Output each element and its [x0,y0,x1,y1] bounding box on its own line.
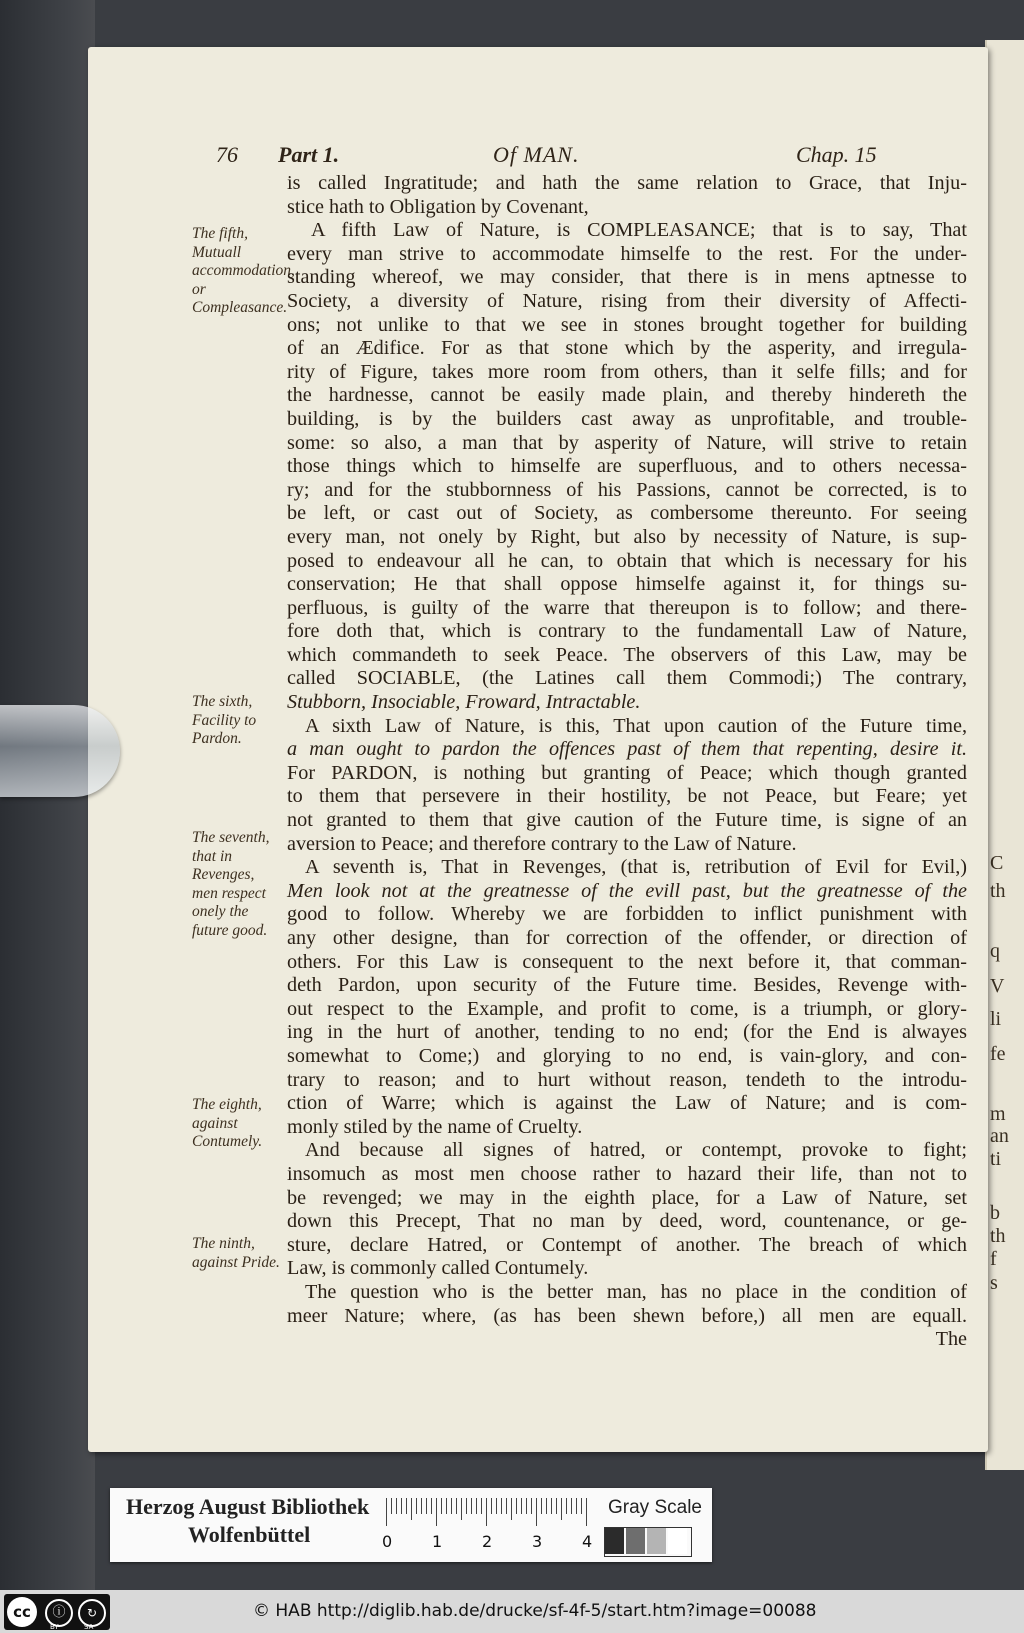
text-line: insomuch as most men choose rather to hazard their life, than not to [287,1162,967,1185]
text-line: aversion to Peace; and therefore contrary to the Law of Nature. [287,832,797,855]
text-line: A sixth Law of Nature, is this, That upon caution of the Future time, [305,714,967,737]
cc-license-badge[interactable] [4,1594,110,1630]
ruler-tick [586,1498,587,1526]
running-title: Of MAN. [493,142,580,167]
text-line: standing whereof, we may consider, that there is in mens aptnesse to [287,266,967,289]
ruler-tick [401,1498,402,1514]
ruler-tick [551,1498,552,1514]
text-line: which commandeth to seek Peace. The observers of this Law, may be [287,643,967,666]
ruler-number: 4 [582,1532,593,1551]
text-line: ons; not unlike to that we see in stones brought together for building [287,313,967,336]
text-line: down this Precept, That no man by deed, word, countenance, or ge- [287,1210,967,1233]
text-line: fore doth that, which is contrary to the fundamentall Law of Nature, [287,620,967,643]
text-line: be revenged; we may in the eighth place, for a Law of Nature, set [287,1186,967,1209]
text-line: Stubborn, Insociable, Froward, Intractable. [287,691,641,714]
ruler-tick [446,1498,447,1514]
text-line: is called Ingratitude; and hath the same relation to Grace, that Inju- [287,172,967,194]
text-line: meer Nature; where, (as has been shewn before,) all men are equall. [287,1304,967,1327]
ruler-tick [476,1498,477,1514]
footer-url[interactable]: © HAB http://diglib.hab.de/drucke/sf-4f-5/start.htm?image=00088 [253,1601,817,1621]
text-line: a man ought to pardon the offences past of them that repenting, desire it. [287,738,967,761]
text-line: the hardnesse, cannot be easily made plain, and thereby hindereth the [287,384,967,407]
text-line: Men look not at the greatnesse of the evill past, but the greatnesse of the [287,879,967,902]
facing-page-fragment: th [990,880,1006,902]
ruler-tick [581,1498,582,1514]
page-holder-clip [0,705,120,797]
facing-page-fragment: V [990,975,1005,997]
text-line: good to follow. Whereby we are forbidden to inflict punishment with [287,903,967,926]
ruler-tick [566,1498,567,1514]
ruler-tick [541,1498,542,1514]
catchword: The [935,1328,967,1351]
ruler-tick [411,1498,412,1520]
ruler-tick [471,1498,472,1514]
ruler-tick [486,1498,487,1526]
text-line: be left, or cast out of Society, as combersome thereunto. For seeing [287,502,967,525]
ruler-tick [571,1498,572,1514]
text-line: Law, is commonly called Contumely. [287,1257,589,1280]
text-line: somewhat to Come;) and glorying to no end, is vain-glory, and con- [287,1044,967,1067]
text-line: ing in the hurt of another, tending to no end; (for the End is alwayes [287,1021,967,1044]
text-line: those things which to himselfe are superfluous, and to others necessa- [287,455,967,478]
share-alike-icon: ↻ [78,1599,106,1627]
ruler-tick [481,1498,482,1514]
text-line: stice hath to Obligation by Covenant, [287,195,589,218]
facing-page-fragment: f [990,1248,997,1270]
ruler-tick [406,1498,407,1514]
facing-page-fragment: q [990,940,1000,962]
text-line: others. For this Law is consequent to the next before it, that comman- [287,950,967,973]
text-line: And because all signes of hatred, or contempt, provoke to fight; [305,1139,967,1162]
chapter-label: Chap. 15 [796,142,877,167]
margin-note: The ninth, against Pride. [192,1235,280,1271]
facing-page-fragment: an [990,1125,1009,1147]
text-line: Society, a diversity of Nature, rising from their diversity of Affecti- [287,289,967,312]
text-line: conservation; He that shall oppose himselfe against it, for things su- [287,573,967,596]
gray-swatch [668,1528,687,1554]
ruler-tick [431,1498,432,1514]
cc-icon: cc [7,1597,37,1627]
text-line: out respect to the Example, and profit to come, is a triumph, or glory- [287,997,967,1020]
ruler-tick [391,1498,392,1514]
text-line: perfluous, is guilty of the warre that thereupon is to follow; and there- [287,596,967,619]
ruler-number: 1 [432,1532,443,1551]
ruler-tick [501,1498,502,1514]
margin-note: The eighth, against Contumely. [192,1096,263,1150]
ruler-tick [396,1498,397,1514]
gray-swatch [647,1528,666,1554]
gray-swatch [605,1528,624,1554]
facing-page-fragment: fe [990,1043,1006,1065]
text-line: A fifth Law of Nature, is COMPLEASANCE; that is to say, That [311,219,967,242]
text-line: A seventh is, That in Revenges, (that is, retribution of Evil for Evil,) [305,856,967,879]
text-line: monly stiled by the name of Cruelty. [287,1115,583,1138]
text-line: sture, declare Hatred, or Contempt of another. The breach of which [287,1233,967,1256]
facing-page-fragment: b [990,1202,1000,1224]
text-line: ry; and for the stubbornness of his Passions, cannot be corrected, is to [287,478,967,501]
ruler-tick [511,1498,512,1520]
text-line: called SOCIABLE, (the Latines call them Commodi;) The contrary, [287,667,967,690]
library-label-card [110,1488,712,1562]
ruler-tick [416,1498,417,1514]
margin-note: The sixth, Facility to Pardon. [192,693,257,747]
facing-page-fragment: s [990,1272,998,1294]
ruler-tick [526,1498,527,1514]
text-line: For PARDON, is nothing but granting of Peace; which though granted [287,761,967,784]
text-line: some: so also, a man that by asperity of Nature, will strive to retain [287,431,967,454]
part-label: Part 1. [278,142,340,167]
ruler-tick [496,1498,497,1514]
facing-page-fragment: C [990,852,1004,874]
ruler-tick [576,1498,577,1514]
text-line: not granted to them that give caution of the Future time, is signe of an [287,809,967,832]
ruler-tick [466,1498,467,1514]
text-line: of an Ædifice. For as that stone which by the asperity, and irregula- [287,337,967,360]
text-line: ction of Warre; which is against the Law of Nature; and is com- [287,1092,967,1115]
text-line: building, is by the builders cast away as unprofitable, and trouble- [287,407,967,430]
ruler-tick [516,1498,517,1514]
ruler-tick [521,1498,522,1514]
facing-page-fragment: li [990,1008,1002,1030]
ruler-tick [456,1498,457,1514]
ruler-tick [461,1498,462,1520]
margin-note: The seventh, that in Revenges, men respect onely the future good. [192,829,270,939]
text-line: The question who is the better man, has no place in the condition of [305,1280,967,1303]
page-number: 76 [216,142,238,167]
text-line: any other designe, than for correction of the offender, or direction of [287,927,967,949]
by-label: BY [50,1623,59,1631]
ruler-tick [426,1498,427,1514]
text-line: every man, not onely by Right, but also by necessity of Nature, is sup- [287,525,967,548]
ruler-tick [546,1498,547,1514]
text-line: rity of Figure, takes more room from others, than it selfe fills; and for [287,360,967,383]
ruler-number: 3 [532,1532,543,1551]
text-line: trary to reason; and to hurt without reason, tendeth to the introdu- [287,1068,967,1091]
gray-swatch [626,1528,645,1554]
text-line: posed to endeavour all he can, to obtain that which is necessary for his [287,549,967,572]
ruler-tick [441,1498,442,1514]
facing-page-fragment: m [990,1103,1006,1125]
ruler-number: 0 [382,1532,393,1551]
facing-page-fragment: th [990,1225,1006,1247]
margin-note: The fifth, Mutuall accommodation, or Compleasance. [192,225,295,316]
body-text [287,172,967,1352]
library-name: Herzog August Bibliothek [126,1494,370,1519]
ruler-tick [386,1498,387,1526]
ruler-tick [561,1498,562,1520]
ruler-tick [531,1498,532,1514]
sa-label: SA [84,1623,94,1631]
ruler-tick [556,1498,557,1514]
attribution-icon: ⓘ [45,1599,73,1627]
ruler-tick [506,1498,507,1514]
ruler-number: 2 [482,1532,493,1551]
running-head [88,142,988,172]
ruler-tick [451,1498,452,1514]
library-city: Wolfenbüttel [188,1522,311,1547]
facing-page-fragment: ti [990,1148,1002,1170]
text-line: every man strive to accommodate himselfe to the rest. For the under- [287,242,967,265]
gray-scale-label: Gray Scale [608,1497,702,1518]
ruler-tick [421,1498,422,1514]
ruler-tick [491,1498,492,1514]
text-line: deth Pardon, upon security of the Future time. Besides, Revenge with- [287,974,967,997]
facing-page-edge [985,40,1024,1470]
book-page [88,47,988,1452]
ruler-tick [436,1498,437,1526]
scale-ruler [382,1498,593,1551]
ruler-tick [536,1498,537,1526]
text-line: to them that persevere in their hostility, be not Peace, but Feare; yet [287,785,967,808]
